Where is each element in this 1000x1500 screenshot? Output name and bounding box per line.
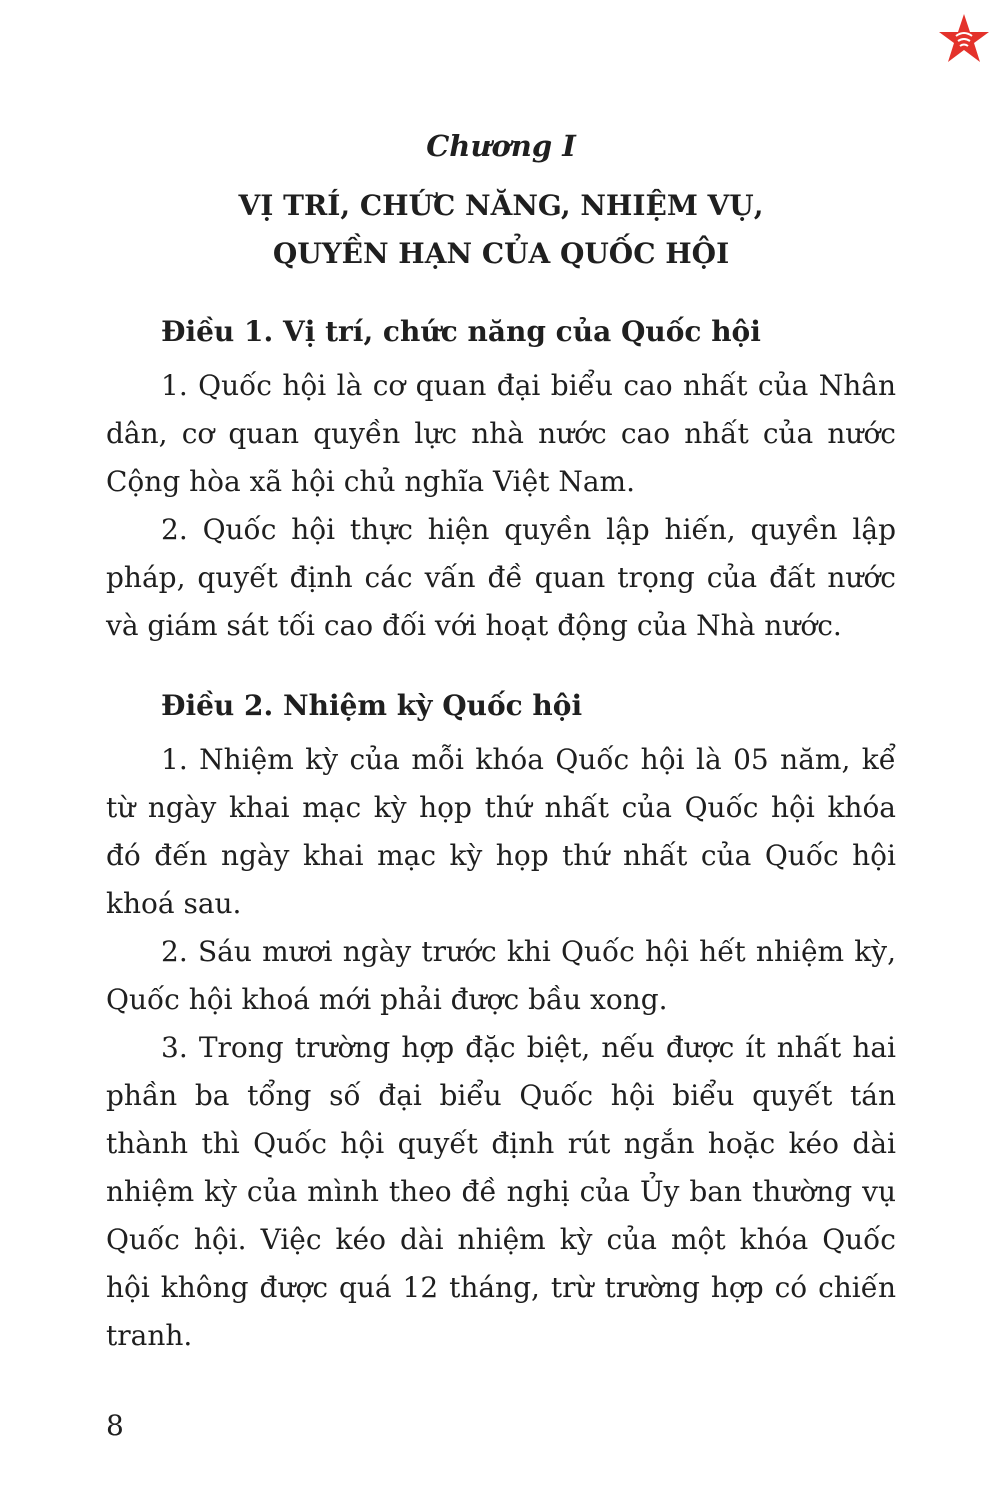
article-paragraph: 1. Nhiệm kỳ của mỗi khóa Quốc hội là 05 năm, kể từ ngày khai mạc kỳ họp thứ nhất của Quốc hội khóa đó đến ngày khai mạc kỳ họp thứ nhất của Quốc hội khoá sau. — [106, 743, 896, 920]
article-paragraph: 3. Trong trường hợp đặc biệt, nếu được ít nhất hai phần ba tổng số đại biểu Quốc hội biểu quyết tán thành thì Quốc hội quyết định rút ngắn hoặc kéo dài nhiệm kỳ của mình theo đề nghị của Ủy ban thường vụ Quốc hội. Việc kéo dài nhiệm kỳ của một khóa Quốc hội không được quá 12 tháng, trừ trường hợp có chiến tranh. — [106, 1031, 896, 1352]
chapter-title-line: VỊ TRÍ, CHỨC NĂNG, NHIỆM VỤ, — [238, 189, 764, 222]
chapter-label: Chương I — [426, 129, 576, 163]
chapter-title-line: QUYỀN HẠN CỦA QUỐC HỘI — [272, 237, 730, 270]
article-paragraph: 1. Quốc hội là cơ quan đại biểu cao nhất của Nhân dân, cơ quan quyền lực nhà nước cao nhất của nước Cộng hòa xã hội chủ nghĩa Việt Nam. — [106, 369, 896, 498]
article-paragraph: 2. Quốc hội thực hiện quyền lập hiến, quyền lập pháp, quyết định các vấn đề quan trọng của đất nước và giám sát tối cao đối với hoạt động của Nhà nước. — [106, 513, 896, 642]
publisher-logo-icon — [936, 12, 992, 68]
article-2 — [106, 682, 896, 1360]
article-heading: Điều 2. Nhiệm kỳ Quốc hội — [161, 689, 583, 722]
article-paragraph: 2. Sáu mươi ngày trước khi Quốc hội hết nhiệm kỳ, Quốc hội khoá mới phải được bầu xong. — [106, 935, 896, 1016]
article-1 — [106, 308, 896, 650]
article-heading: Điều 1. Vị trí, chức năng của Quốc hội — [161, 315, 761, 348]
chapter-title — [106, 182, 896, 278]
page-number: 8 — [106, 1409, 124, 1442]
